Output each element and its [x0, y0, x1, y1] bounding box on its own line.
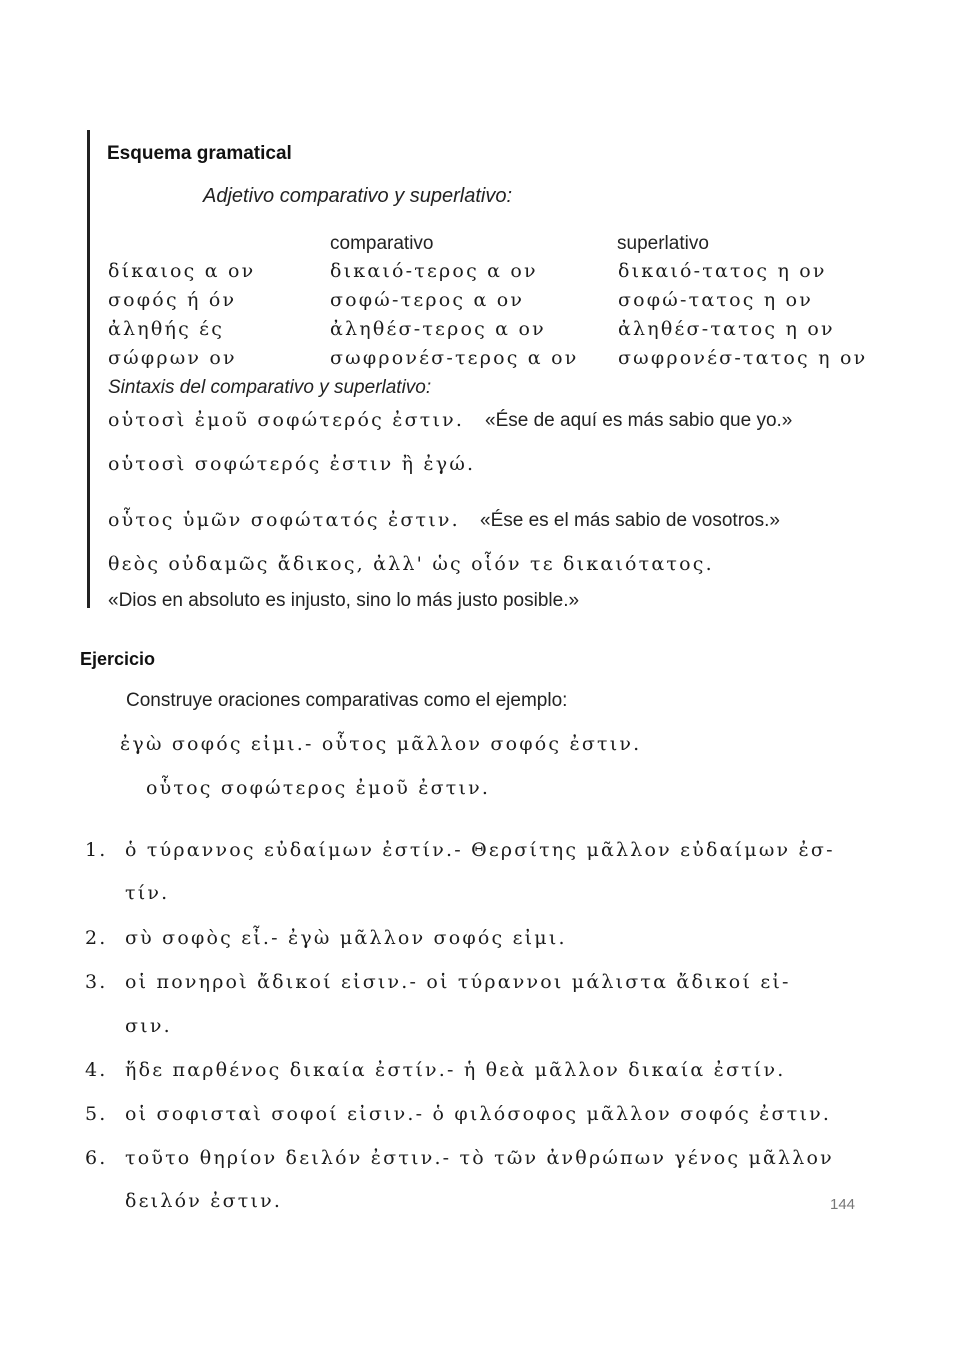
exercise-item	[85, 1147, 834, 1169]
positive-form: ἀληθής ές	[108, 318, 225, 340]
item-text: ἥδε παρθένος δικαία ἐστίν.- ἡ θεὰ μᾶλλον δικαία ἐστίν.	[125, 1059, 786, 1081]
exercise-item	[85, 927, 567, 949]
item-number: 3.	[85, 971, 108, 993]
comparative-form: σοφώ-τερος α ον	[330, 289, 525, 311]
column-header-comparative: comparativo	[330, 233, 434, 254]
positive-form: σώφρων ον	[108, 347, 237, 369]
exercise-item	[85, 1059, 786, 1081]
translation: «Ése de aquí es más sabio que yo.»	[485, 410, 793, 431]
margin-bar	[87, 130, 90, 608]
greek-example: οὗτος ὑμῶν σοφώτατός ἐστιν.	[108, 509, 460, 531]
superlative-form: σοφώ-τατος η ον	[618, 289, 814, 311]
positive-form: σοφός ή όν	[108, 289, 237, 311]
exercise-instruction: Construye oraciones comparativas como el ejemplo:	[126, 690, 568, 711]
item-continuation: τίν.	[125, 882, 170, 904]
section-heading-schema: Esquema gramatical	[107, 143, 292, 164]
positive-form: δίκαιος α ον	[108, 260, 256, 282]
item-text: οἱ σοφισταὶ σοφοί εἰσιν.- ὁ φιλόσοφος μᾶλλον σοφός ἐστιν.	[125, 1103, 832, 1125]
item-text: σὺ σοφὸς εἶ.- ἐγὼ μᾶλλον σοφός εἰμι.	[125, 927, 567, 949]
superlative-form: σωφρονέσ-τατος η ον	[618, 347, 868, 369]
translation: «Ése es el más sabio de vosotros.»	[480, 510, 780, 531]
example-sentence: ἐγὼ σοφός εἰμι.- οὗτος μᾶλλον σοφός ἐστιν.	[120, 733, 642, 755]
item-text: οἱ πονηροὶ ἄδικοί εἰσιν.- οἱ τύραννοι μάλιστα ἄδικοί εἰ-	[125, 971, 791, 993]
translation: «Dios en absoluto es injusto, sino lo más justo posible.»	[108, 590, 580, 611]
schema-subtitle: Adjetivo comparativo y superlativo:	[203, 185, 513, 207]
greek-example: θεὸς οὐδαμῶς ἄδικος, ἀλλ' ὡς οἷόν τε δικαιότατος.	[108, 553, 714, 575]
comparative-form: δικαιό-τερος α ον	[330, 260, 538, 282]
page-number: 144	[830, 1196, 856, 1213]
item-number: 1.	[85, 839, 108, 861]
superlative-form: δικαιό-τατος η ον	[618, 260, 827, 282]
greek-example: οὑτοσὶ ἐμοῦ σοφώτερός ἐστιν.	[108, 409, 465, 431]
comparative-form: ἀληθέσ-τερος α ον	[330, 318, 546, 340]
superlative-form: ἀληθέσ-τατος η ον	[618, 318, 835, 340]
item-text: ὁ τύραννος εὐδαίμων ἐστίν.- Θερσίτης μᾶλλον εὐδαίμων ἐσ-	[125, 839, 835, 861]
item-text: τοῦτο θηρίον δειλόν ἐστιν.- τὸ τῶν ἀνθρώπων γένος μᾶλλον	[125, 1147, 834, 1169]
item-number: 5.	[85, 1103, 108, 1125]
item-number: 6.	[85, 1147, 108, 1169]
item-continuation: σιν.	[125, 1015, 172, 1037]
exercise-item	[85, 971, 791, 993]
exercise-item	[85, 1103, 831, 1125]
syntax-heading: Sintaxis del comparativo y superlativo:	[108, 377, 432, 398]
item-number: 2.	[85, 927, 108, 949]
column-header-superlative: superlativo	[617, 233, 709, 254]
greek-example: οὑτοσὶ σοφώτερός ἐστιν ἢ ἐγώ.	[108, 453, 476, 475]
comparative-form: σωφρονέσ-τερος α ον	[330, 347, 579, 369]
item-continuation: δειλόν ἐστιν.	[125, 1190, 283, 1212]
exercise-item	[85, 839, 835, 861]
item-number: 4.	[85, 1059, 108, 1081]
example-sentence: οὗτος σοφώτερος ἐμοῦ ἐστιν.	[146, 777, 491, 799]
section-heading-exercise: Ejercicio	[80, 649, 156, 669]
